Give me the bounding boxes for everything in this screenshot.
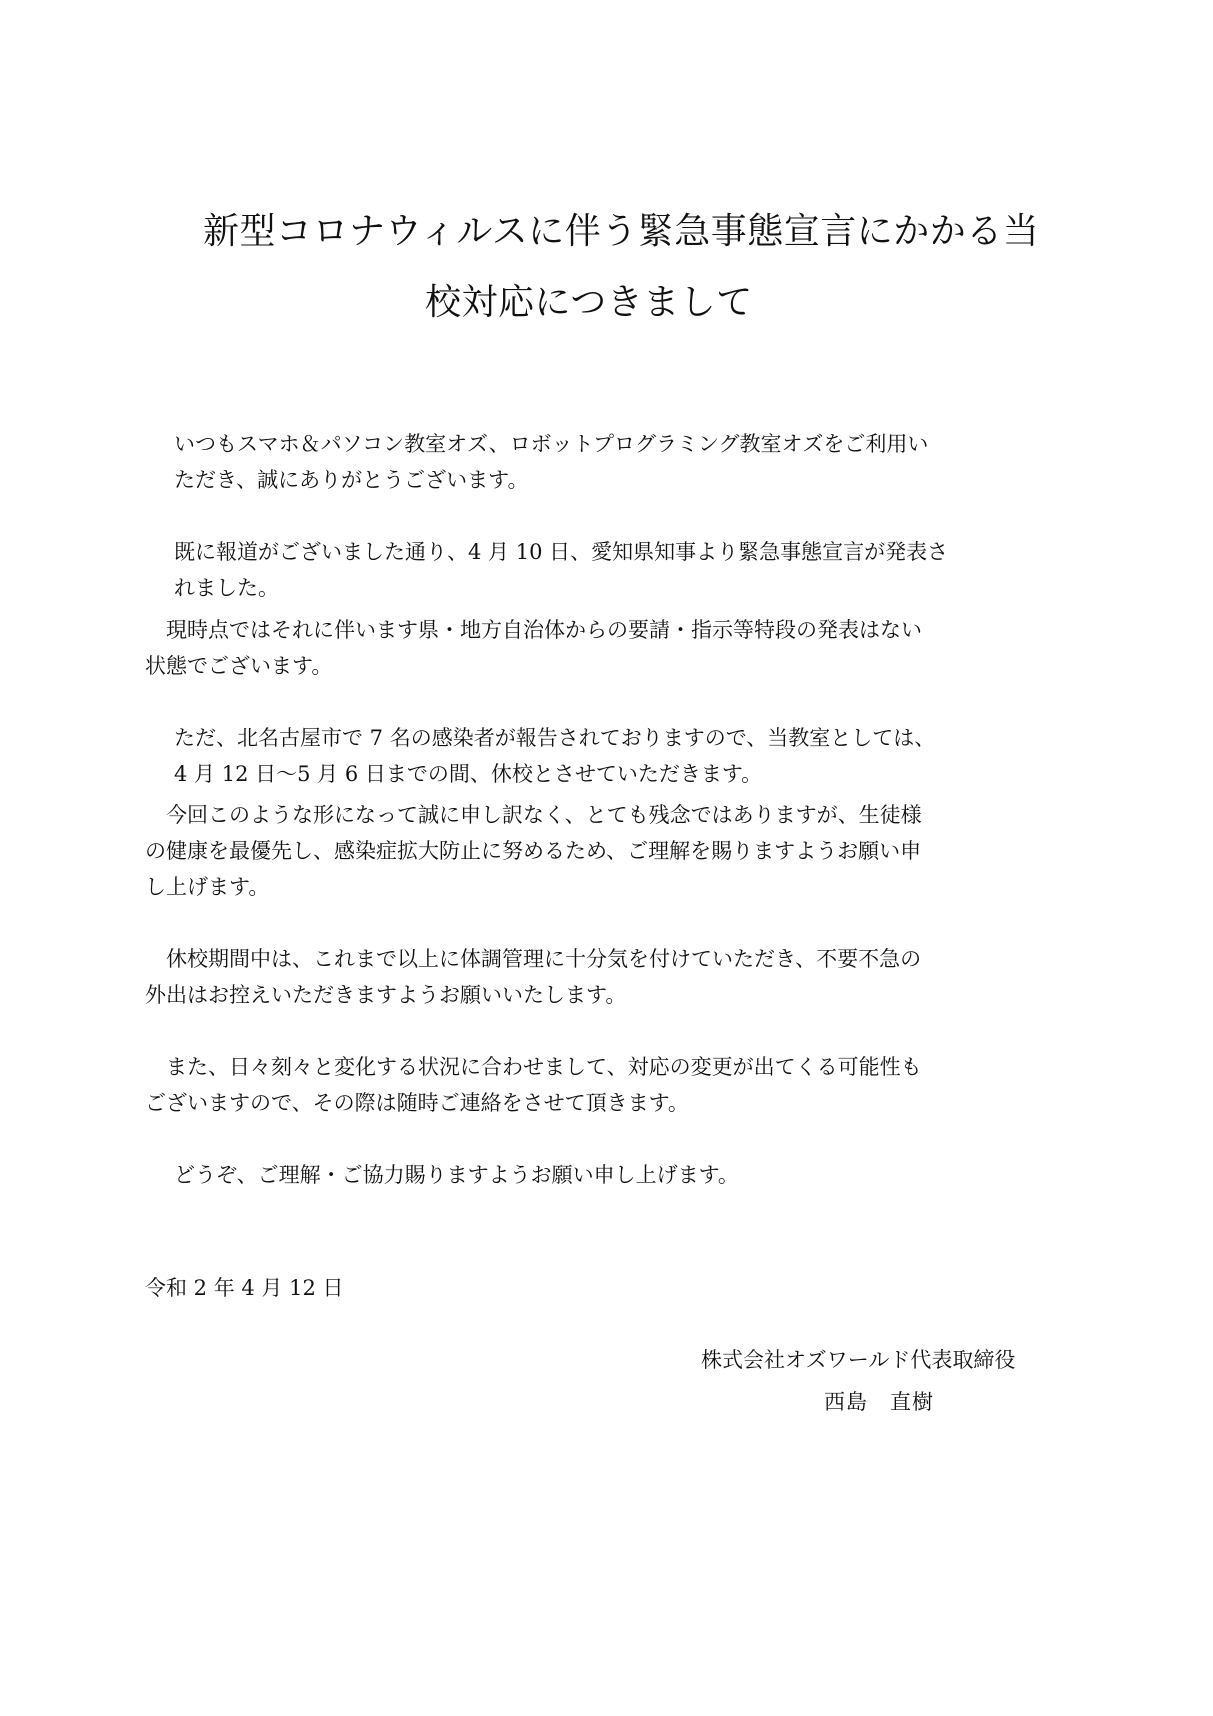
closure-line-5: し上げます。 [145,875,270,899]
announcement-line-3: 現時点ではそれに伴います県・地方自治体からの要請・指示等特段の発表はない [166,618,922,642]
document-title-line-1: 新型コロナウィルスに伴う緊急事態宣言にかかる当 [203,211,1040,252]
signature-name: 西島 直樹 [824,1390,934,1414]
health-line-2: 外出はお控えいただきますようお願いいたします。 [145,983,627,1007]
document-date: 令和 2 年 4 月 12 日 [145,1276,344,1300]
document-title-line-2: 校対応につきまして [425,282,753,323]
announcement-line-1: 既に報道がございました通り、4 月 10 日、愛知県知事より緊急事態宣言が発表さ [174,540,949,564]
closure-line-4: の健康を最優先し、感染症拡大防止に努めるため、ご理解を賜りますようお願い申 [145,839,922,863]
change-notice-line-1: また、日々刻々と変化する状況に合わせまして、対応の変更が出てくる可能性も [166,1055,922,1079]
closure-line-1: ただ、北名古屋市で 7 名の感染者が報告されておりますので、当教室としては、 [174,726,936,750]
signature-company: 株式会社オズワールド代表取締役 [701,1348,1016,1372]
health-line-1: 休校期間中は、これまで以上に体調管理に十分気を付けていただき、不要不急の [166,947,922,971]
closure-line-2: 4 月 12 日～5 月 6 日までの間、休校とさせていただきます。 [174,762,763,786]
announcement-line-2: れました。 [174,576,279,600]
closing-line: どうぞ、ご理解・ご協力賜りますようお願い申し上げます。 [174,1163,739,1187]
announcement-line-4: 状態でございます。 [145,654,333,678]
change-notice-line-2: ございますので、その際は随時ご連絡をさせて頂きます。 [145,1091,689,1115]
closure-line-3: 今回このような形になって誠に申し訳なく、とても残念ではありますが、生徒様 [166,803,922,827]
greeting-line-1: いつもスマホ＆パソコン教室オズ、ロボットプログラミング教室オズをご利用い [174,432,929,456]
greeting-line-2: ただき、誠にありがとうございます。 [174,468,529,492]
